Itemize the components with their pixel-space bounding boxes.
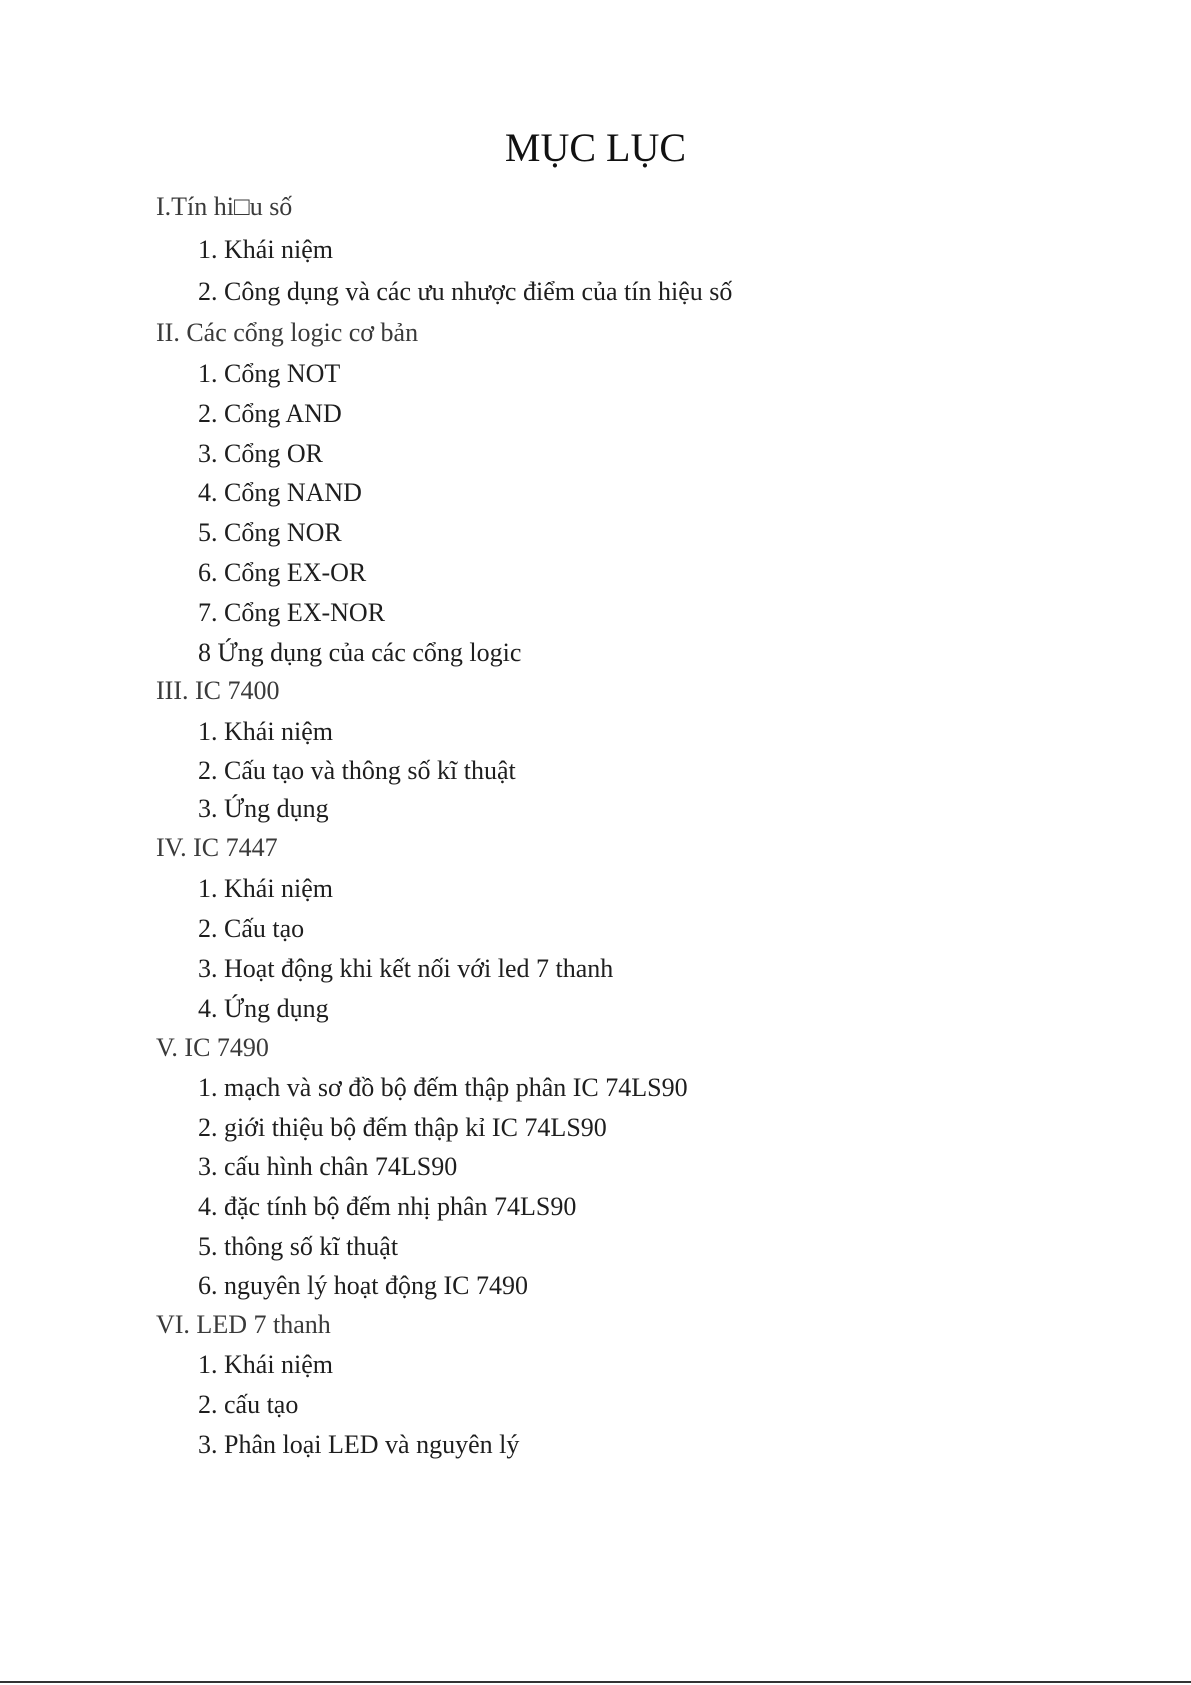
toc-item-1-1[interactable]: 1. Khái niệm <box>198 235 334 264</box>
toc-item-2-3[interactable]: 3. Cổng OR <box>198 439 323 468</box>
toc-item-5-1[interactable]: 1. mạch và sơ đồ bộ đếm thập phân IC 74LS90 <box>198 1073 688 1102</box>
toc-item-2-1[interactable]: 1. Cổng NOT <box>198 359 341 388</box>
toc-item-5-5[interactable]: 5. thông số kĩ thuật <box>198 1232 399 1261</box>
toc-item-3-1[interactable]: 1. Khái niệm <box>198 717 334 746</box>
toc-item-2-7[interactable]: 7. Cổng EX-NOR <box>198 598 386 627</box>
page-bottom-divider <box>0 1681 1191 1683</box>
toc-item-5-6[interactable]: 6. nguyên lý hoạt động IC 7490 <box>198 1271 529 1300</box>
toc-item-6-3[interactable]: 3. Phân loại LED và nguyên lý <box>198 1430 520 1459</box>
toc-section-6[interactable]: VI. LED 7 thanh <box>156 1310 331 1339</box>
toc-item-2-8[interactable]: 8 Ứng dụng của các cổng logic <box>198 638 522 667</box>
toc-section-5[interactable]: V. IC 7490 <box>156 1033 269 1062</box>
toc-section-4[interactable]: IV. IC 7447 <box>156 833 278 862</box>
toc-item-2-6[interactable]: 6. Cổng EX-OR <box>198 558 367 587</box>
toc-item-2-2[interactable]: 2. Cổng AND <box>198 399 342 428</box>
toc-item-5-2[interactable]: 2. giới thiệu bộ đếm thập kỉ IC 74LS90 <box>198 1113 607 1142</box>
page-title: MỤC LỤC <box>504 125 687 170</box>
toc-item-2-4[interactable]: 4. Cổng NAND <box>198 478 362 507</box>
toc-item-5-4[interactable]: 4. đặc tính bộ đếm nhị phân 74LS90 <box>198 1192 577 1221</box>
toc-item-6-2[interactable]: 2. cấu tạo <box>198 1390 299 1419</box>
toc-section-3[interactable]: III. IC 7400 <box>156 676 280 705</box>
toc-section-1[interactable]: I.Tín hi□u số <box>156 192 293 221</box>
toc-item-3-2[interactable]: 2. Cấu tạo và thông số kĩ thuật <box>198 756 516 785</box>
toc-section-2[interactable]: II. Các cổng logic cơ bản <box>156 318 419 347</box>
toc-item-4-1[interactable]: 1. Khái niệm <box>198 874 334 903</box>
toc-item-4-2[interactable]: 2. Cấu tạo <box>198 914 305 943</box>
toc-item-2-5[interactable]: 5. Cổng NOR <box>198 518 342 547</box>
toc-item-5-3[interactable]: 3. cấu hình chân 74LS90 <box>198 1152 458 1181</box>
toc-item-4-3[interactable]: 3. Hoạt động khi kết nối với led 7 thanh <box>198 954 614 983</box>
toc-item-3-3[interactable]: 3. Ứng dụng <box>198 794 329 823</box>
toc-item-4-4[interactable]: 4. Ứng dụng <box>198 994 329 1023</box>
toc-item-1-2[interactable]: 2. Công dụng và các ưu nhược điểm của tín hiệu số <box>198 277 733 306</box>
toc-item-6-1[interactable]: 1. Khái niệm <box>198 1350 334 1379</box>
